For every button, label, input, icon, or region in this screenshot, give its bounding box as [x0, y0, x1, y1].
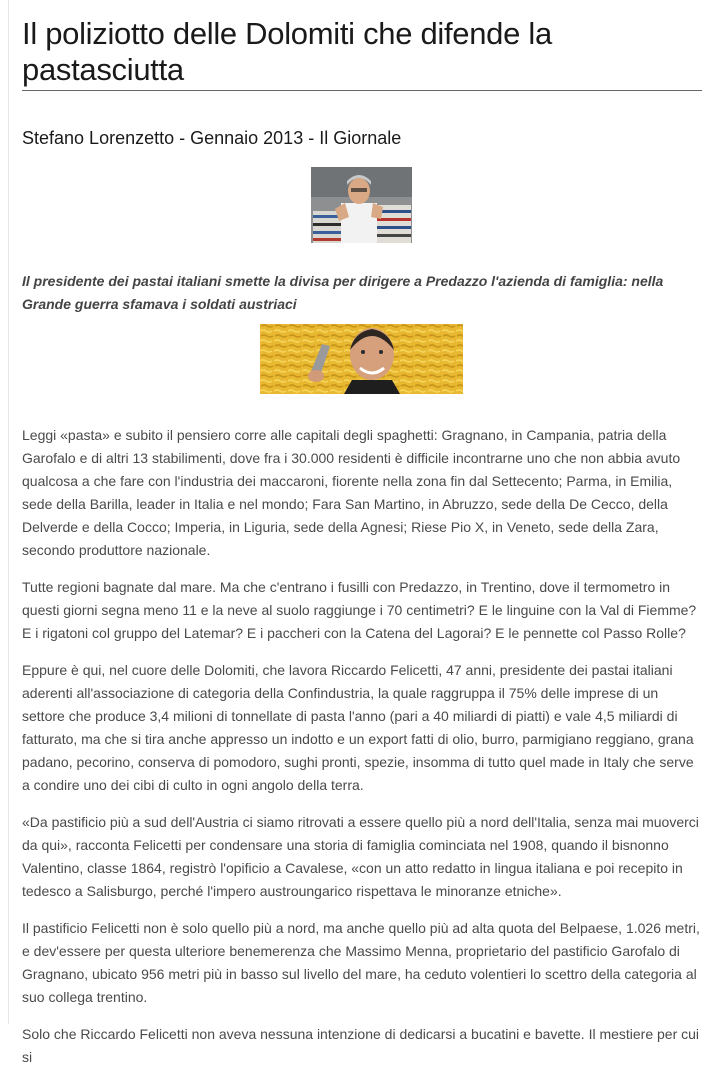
- article: [22, 0, 702, 1083]
- paragraph: «Da pastificio più a sud dell'Austria ci siamo ritrovati a essere quello più a nord dell'Italia, senza mai muoverci da qui», racconta Felicetti per condensare una storia di famiglia cominciata nel 1908, quando il bisnonno Valentino, classe 1864, registrò l'opificio a Cavalese, «con un atto redatto in lingua italiana e poi recepito in tedesco a Salisburgo, perché l'impero austroungarico rispettava le minoranze etniche».: [22, 814, 699, 899]
- left-border-rule: [8, 0, 9, 1024]
- article-body: [22, 424, 702, 1069]
- paragraph: Tutte regioni bagnate dal mare. Ma che c'entrano i fusilli con Predazzo, in Trentino, dove il termometro in questi giorni segna meno 11 e la neve al suolo raggiunge i 70 centimetri? E le linguine con la Val di Fiemme? E i rigatoni col gruppo del Latemar? E i paccheri con la Catena del Lagorai? E le pennette col Passo Rolle?: [22, 579, 697, 641]
- photo-portrait-container: [22, 167, 702, 243]
- article-subtitle: Il presidente dei pastai italiani smette la divisa per dirigere a Predazzo l'azienda di famiglia: nella Grande guerra sfamava i soldati austriaci: [22, 273, 664, 312]
- paragraph: Eppure è qui, nel cuore delle Dolomiti, che lavora Riccardo Felicetti, 47 anni, presidente dei pastai italiani aderenti all'associazione di categoria della Confindustria, la quale raggruppa il 75% delle imprese di un settore che produce 3,4 milioni di tonnellate di pasta l'anno (pari a 40 miliardi di piatti) e vale 4,5 miliardi di fatturato, ma che si tira anche appresso un indotto e un export fatti di olio, burro, parmigiano reggiano, grana padano, pecorino, conserva di pomodoro, sughi pronti, spezie, insomma di tutto quel made in Italy che serve a condire uno dei cibi di culto in ogni angolo della terra.: [22, 662, 694, 793]
- paragraph: Il pastificio Felicetti non è solo quello più a nord, ma anche quello più ad alta quota del Belpaese, 1.026 metri, e dev'essere per questa ulteriore benemerenza che Massimo Menna, proprietario del pastificio Garofalo di Gragnano, ubicato 956 metri più in basso sul livello del mare, ha ceduto volentieri lo scettro della categoria al suo collega trentino.: [22, 920, 700, 1005]
- photo-pasta-container: [22, 324, 702, 394]
- photo-man-with-pasta-packages: [311, 167, 412, 243]
- paragraph: Leggi «pasta» e subito il pensiero corre alle capitali degli spaghetti: Gragnano, in Campania, patria della Garofalo e di altri 13 stabilimenti, dove fra i 30.000 residenti è difficile incontrarne uno che non abbia avuto qualcosa a che fare con l'industria dei maccaroni, fiorente nella zona fin dal Settecento; Parma, in Emilia, sede della Barilla, leader in Italia e nel mondo; Fara San Martino, in Abruzzo, sede della De Cecco, della Delverde e della Cocco; Imperia, in Liguria, sede della Agnesi; Riese Pio X, in Veneto, sede della Zara, secondo produttore nazionale.: [22, 427, 681, 558]
- photo-man-in-pasta: [260, 324, 463, 394]
- article-title: Il poliziotto delle Dolomiti che difende la pastasciutta: [22, 16, 702, 91]
- paragraph: Solo che Riccardo Felicetti non aveva nessuna intenzione di dedicarsi a bucatini e bavette. Il mestiere per cui si: [22, 1026, 700, 1065]
- article-byline: Stefano Lorenzetto - Gennaio 2013 - Il Giornale: [22, 128, 402, 148]
